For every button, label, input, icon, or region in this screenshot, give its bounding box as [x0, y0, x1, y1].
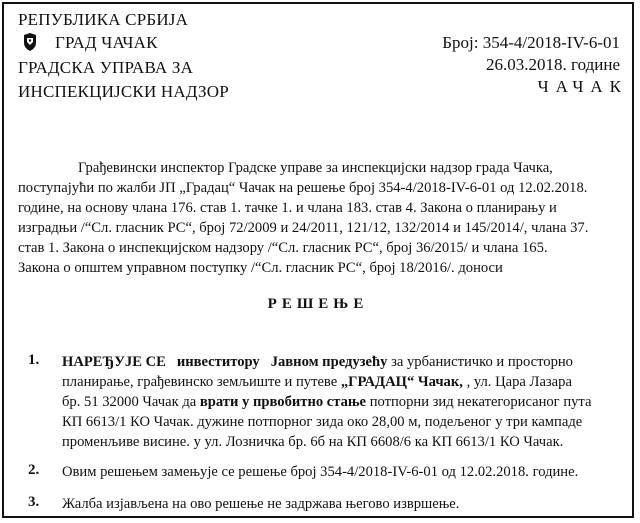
item-1-line-2b: , ул. Цара Лазара	[462, 374, 572, 390]
item-1-company: Јавном предузећу	[270, 354, 388, 370]
item-1-investor: инвеститору	[176, 354, 260, 370]
city-heading: ГРАД ЧАЧАК	[55, 33, 158, 52]
document-place: ЧАЧАК	[537, 77, 628, 96]
coat-of-arms-icon	[22, 33, 38, 51]
item-1-line-4: КП 6613/1 КО Чачак. дужине потпорног зида око 28,00 м, подељеног у три кампаде	[62, 414, 583, 430]
item-1-line-2	[62, 372, 572, 392]
intro-line-5: став 1. Закона о инспекцијском надзору /“Сл. гласник РС“, број 36/2015/ и члана 165.	[18, 240, 548, 256]
item-1-verb: НАРЕЂУЈЕ СЕ	[62, 354, 166, 370]
item-1-name: „ГРАДАЦ“ Чачак,	[340, 374, 463, 390]
item-1-line-3	[62, 392, 591, 412]
item-1-line-3b: потпорни зид некатегорисаног пута	[366, 394, 592, 410]
intro-line-3: године, на основу члана 176. став 1. тачке 1. и члана 183. став 4. Закона о планирању и	[18, 200, 557, 216]
document-date: 26.03.2018. године	[486, 55, 620, 74]
department-heading: ИНСПЕКЦИЈСКИ НАДЗОР	[18, 82, 229, 101]
item-2-number: 2.	[28, 462, 40, 478]
item-1-line-2a: планирање, грађевинско земљиште и путеве	[62, 374, 341, 390]
item-1-text-a: за урбанистичко и просторно	[387, 354, 573, 370]
item-1-number: 1.	[28, 352, 40, 368]
intro-line-4: изградњи /“Сл. гласник РС“, број 72/2009 и 24/2011, 121/12, 132/2014 и 145/2014/, члана 37.	[18, 220, 589, 236]
intro-line-2: поступајући по жалби ЈП „Градац“ Чачак на решење број 354-4/2018-IV-6-01 од 12.02.2018.	[18, 180, 588, 196]
item-3-text: Жалба изјављена на ово решење не задржава његово извршење.	[62, 496, 460, 512]
admin-heading: ГРАДСКА УПРАВА ЗА	[18, 58, 194, 77]
intro-line-1: Грађевински инспектор Градске управе за инспекцијски надзор града Чачка,	[78, 160, 553, 176]
item-1-order: врати у првобитно стање	[199, 394, 367, 410]
decision-title: РЕШЕЊЕ	[267, 296, 369, 312]
item-2-text: Овим решењем замењује се решење број 354-4/2018-IV-6-01 од 12.02.2018. године.	[62, 464, 579, 480]
intro-line-6: Закона о општем управном поступку /“Сл. гласник РС“, број 18/2016/. доноси	[18, 260, 503, 276]
item-1-line-1	[62, 352, 573, 372]
document-number: Број: 354-4/2018-IV-6-01	[442, 33, 620, 52]
item-3-number: 3.	[28, 494, 40, 510]
item-1-line-3a: бр. 51 32000 Чачак да	[62, 394, 200, 410]
item-1-line-5: променљиве висине. у ул. Лозничка бр. 6б на КП 6608/6 ка КП 6613/1 КО Чачак.	[62, 434, 564, 450]
republic-heading: РЕПУБЛИКА СРБИЈА	[18, 10, 189, 29]
